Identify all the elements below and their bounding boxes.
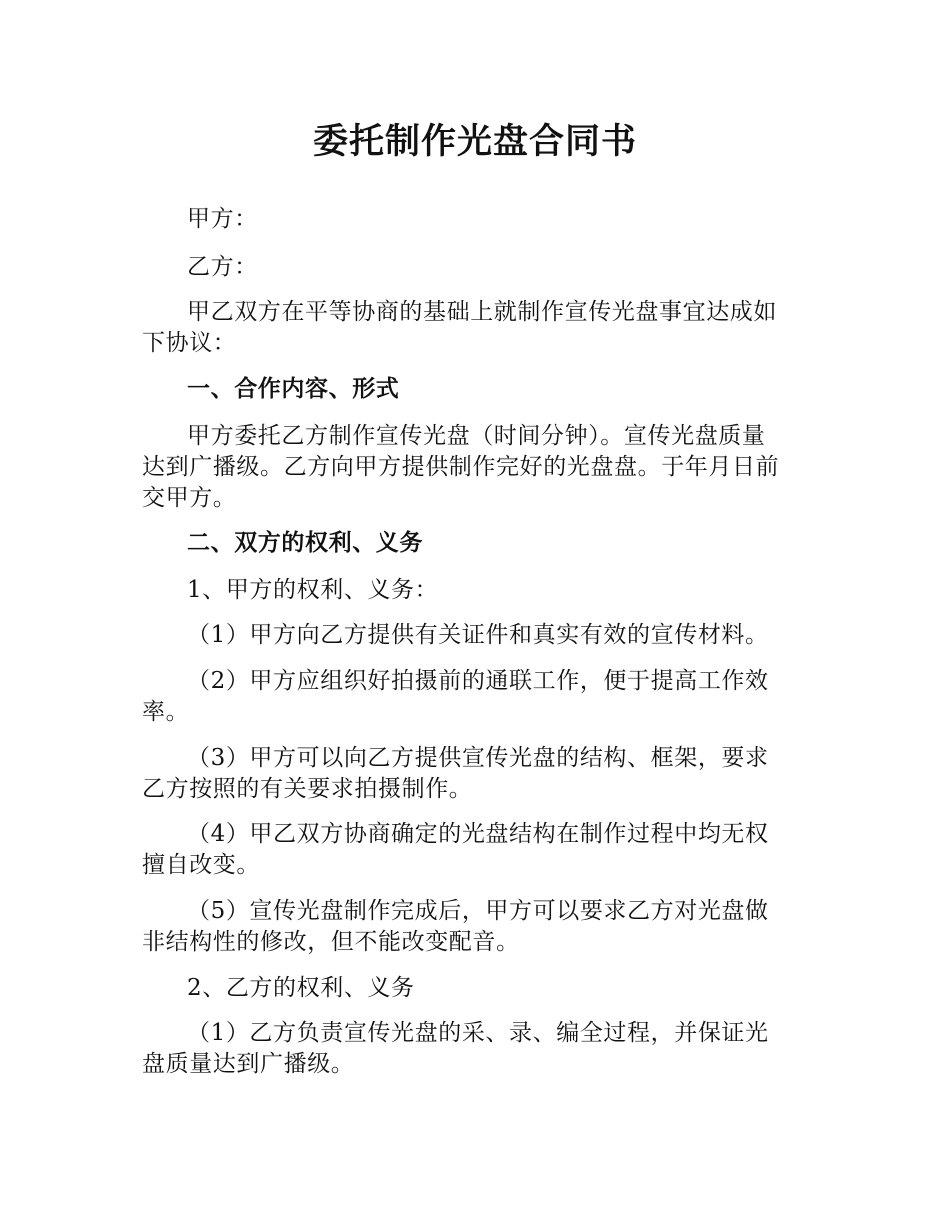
intro-paragraph	[142, 297, 812, 359]
party-a-item-4-line-1: （4）甲乙双方协商确定的光盘结构在制作过程中均无权	[187, 821, 769, 847]
section-1-line-3: 交甲方。	[142, 485, 237, 511]
subsection-2-heading: 2、乙方的权利、义务	[187, 975, 415, 1001]
party-b-item-1	[142, 1018, 812, 1080]
party-b-item-1-line-2: 盘质量达到广播级。	[142, 1051, 355, 1077]
section-1-heading: 一、合作内容、形式	[187, 376, 400, 402]
party-b-line	[142, 252, 812, 283]
party-a-item-5	[142, 896, 812, 958]
party-a-line	[142, 204, 812, 235]
party-a-item-2-line-1: （2）甲方应组织好拍摄前的通联工作，便于提高工作效	[187, 668, 769, 694]
party-a-item-2	[142, 666, 812, 728]
party-a-item-3-line-2: 乙方按照的有关要求拍摄制作。	[142, 776, 473, 802]
intro-line-1: 甲乙双方在平等协商的基础上就制作宣传光盘事宜达成如	[187, 299, 777, 325]
party-a-label: 甲方：	[187, 206, 258, 232]
party-a-item-5-line-2: 非结构性的修改，但不能改变配音。	[142, 929, 520, 955]
party-b-item-1-line-1: （1）乙方负责宣传光盘的采、录、编全过程，并保证光	[187, 1020, 769, 1046]
section-2-heading: 二、双方的权利、义务	[187, 530, 423, 556]
party-a-item-3-line-1: （3）甲方可以向乙方提供宣传光盘的结构、框架，要求	[187, 745, 769, 771]
section-1-body	[142, 421, 812, 514]
intro-line-2: 下协议：	[142, 330, 237, 356]
party-a-item-3	[142, 743, 812, 805]
party-b-label: 乙方：	[187, 254, 258, 280]
section-1-line-2: 达到广播级。乙方向甲方提供制作完好的光盘盘。于年月日前	[142, 454, 780, 480]
party-a-item-4	[142, 819, 812, 881]
section-1-line-1: 甲方委托乙方制作宣传光盘（时间分钟）。宣传光盘质量	[187, 423, 766, 449]
subsection-1-heading: 1、甲方的权利、义务：	[187, 577, 439, 603]
party-a-item-5-line-1: （5）宣传光盘制作完成后，甲方可以要求乙方对光盘做	[187, 898, 769, 924]
party-a-item-2-line-2: 率。	[142, 699, 190, 725]
party-a-item-1: （1）甲方向乙方提供有关证件和真实有效的宣传材料。	[187, 622, 769, 648]
party-a-item-4-line-2: 擅自改变。	[142, 852, 260, 878]
document-title: 委托制作光盘合同书	[312, 122, 637, 162]
